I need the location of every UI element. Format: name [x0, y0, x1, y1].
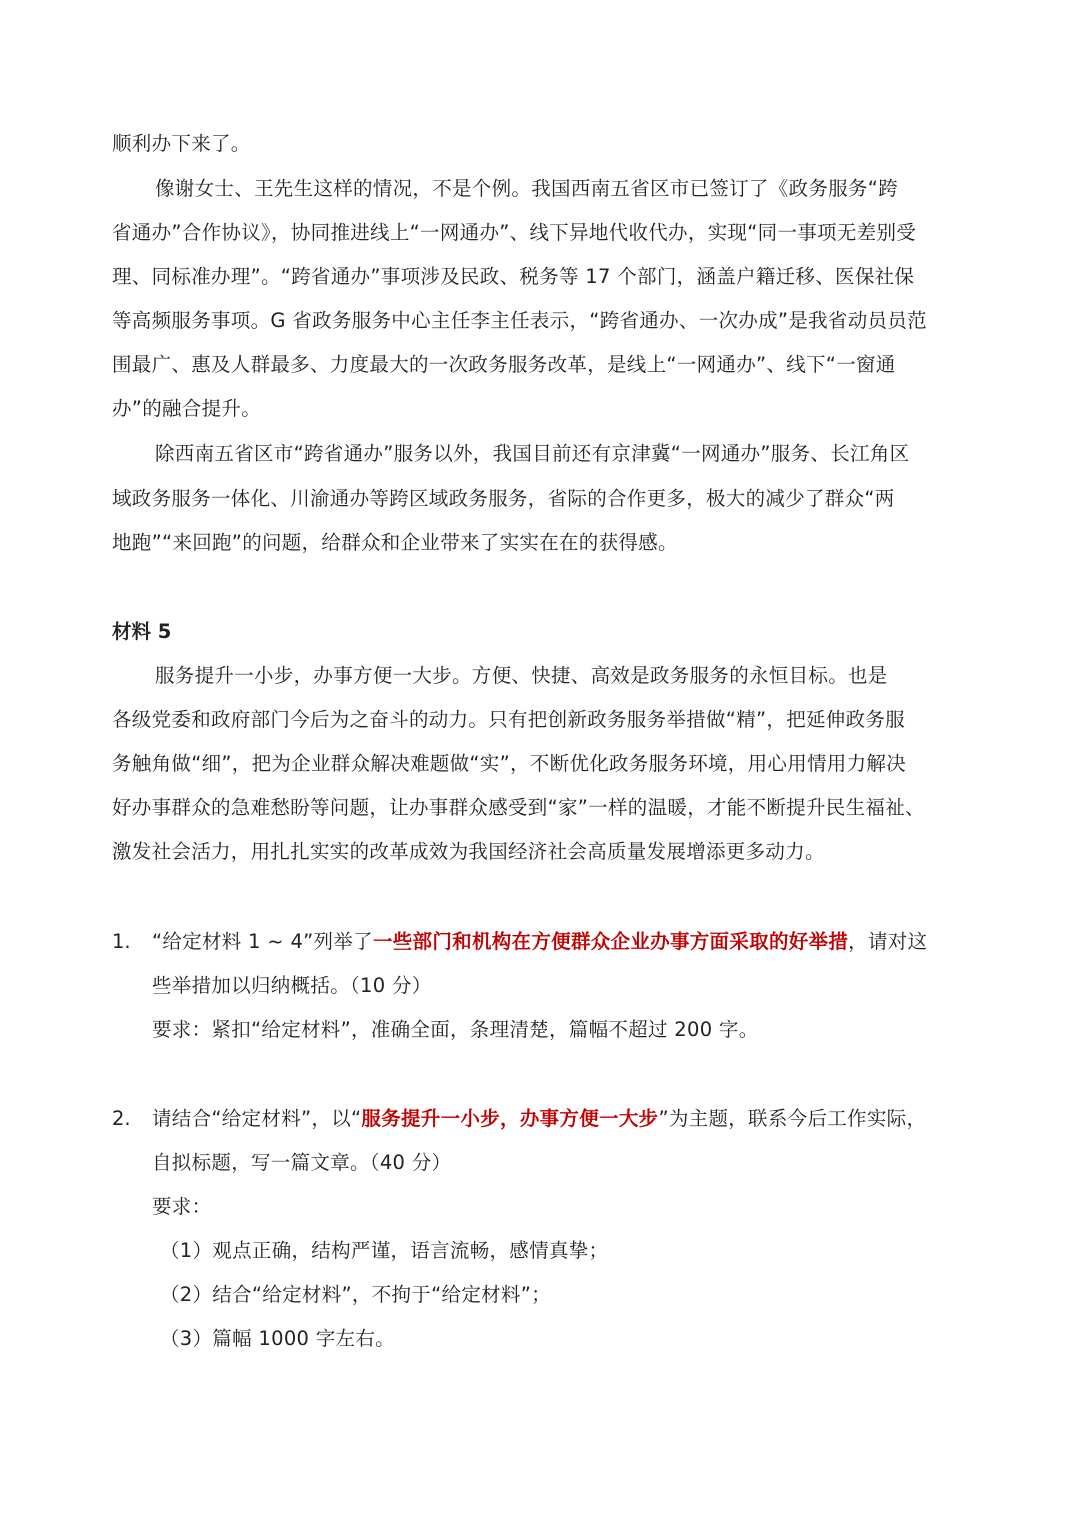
- paragraph-line: 地跑”“来回跑”的问题，给群众和企业带来了实实在在的获得感。: [112, 531, 678, 554]
- question-1-number: 1.: [112, 930, 131, 953]
- question-2-line: 自拟标题，写一篇文章。（40 分）: [152, 1151, 452, 1174]
- paragraph-line: 像谢女士、王先生这样的情况，不是个例。我国西南五省区市已签订了《政务服务“跨: [155, 177, 899, 200]
- paragraph-line: 好办事群众的急难愁盼等问题，让办事群众感受到“家”一样的温暖，才能不断提升民生福祉、: [112, 796, 925, 819]
- paragraph-line: 域政务服务一体化、川渝通办等跨区域政务服务，省际的合作更多，极大的减少了群众“两: [112, 487, 895, 510]
- question-1-requirement: 要求：紧扣“给定材料”，准确全面，条理清楚，篇幅不超过 200 字。: [152, 1018, 759, 1041]
- requirement-item: （1）观点正确，结构严谨，语言流畅，感情真挚；: [160, 1239, 609, 1262]
- paragraph-line: 围最广、惠及人群最多、力度最大的一次政务服务改革，是线上“一网通办”、线下“一窗通: [112, 353, 896, 376]
- question-text: ，请对这: [848, 930, 928, 953]
- paragraph-line: 务触角做“细”，把为企业群众解决难题做“实”，不断优化政务服务环境，用心用情用力解决: [112, 752, 907, 775]
- paragraph-line: 服务提升一小步，办事方便一大步。方便、快捷、高效是政务服务的永恒目标。也是: [155, 664, 888, 687]
- question-2-requirement: 要求：: [152, 1195, 212, 1218]
- question-text: ”为主题，联系今后工作实际，: [658, 1107, 927, 1130]
- paragraph-line: 除西南五省区市“跨省通办”服务以外，我国目前还有京津冀“一网通办”服务、长江角区: [155, 442, 910, 465]
- question-2-line: [152, 1105, 926, 1133]
- requirement-item: （2）结合“给定材料”，不拘于“给定材料”；: [160, 1283, 551, 1306]
- material-5-heading: 材料 5: [112, 620, 172, 643]
- question-1-line: 些举措加以归纳概括。（10 分）: [152, 974, 432, 997]
- question-text: “给定材料 1 ~ 4”列举了: [152, 930, 373, 953]
- question-1-line: [152, 928, 927, 956]
- paragraph-line: 省通办”合作协议》，协同推进线上“一网通办”、线下异地代收代办，实现“同一事项无差别受: [112, 221, 917, 244]
- paragraph-line: 等高频服务事项。G 省政务服务中心主任李主任表示，“跨省通办、一次办成”是我省动员员范: [112, 309, 927, 332]
- question-text: 请结合“给定材料”，以“: [152, 1107, 362, 1130]
- paragraph-line: 办”的融合提升。: [112, 397, 262, 420]
- highlighted-text: 一些部门和机构在方便群众企业办事方面采取的好举措: [372, 930, 849, 953]
- paragraph-line: 理、同标准办理”。“跨省通办”事项涉及民政、税务等 17 个部门，涵盖户籍迁移、医保社保: [112, 265, 915, 288]
- requirement-item: （3）篇幅 1000 字左右。: [160, 1327, 395, 1350]
- paragraph-line: 各级党委和政府部门今后为之奋斗的动力。只有把创新政务服务举措做“精”，把延伸政务服: [112, 708, 906, 731]
- highlighted-text: 服务提升一小步，办事方便一大步: [361, 1107, 659, 1130]
- paragraph-line: 激发社会活力，用扎扎实实的改革成效为我国经济社会高质量发展增添更多动力。: [112, 840, 825, 863]
- question-2-number: 2.: [112, 1107, 131, 1130]
- paragraph-continuation: 顺利办下来了。: [112, 132, 251, 155]
